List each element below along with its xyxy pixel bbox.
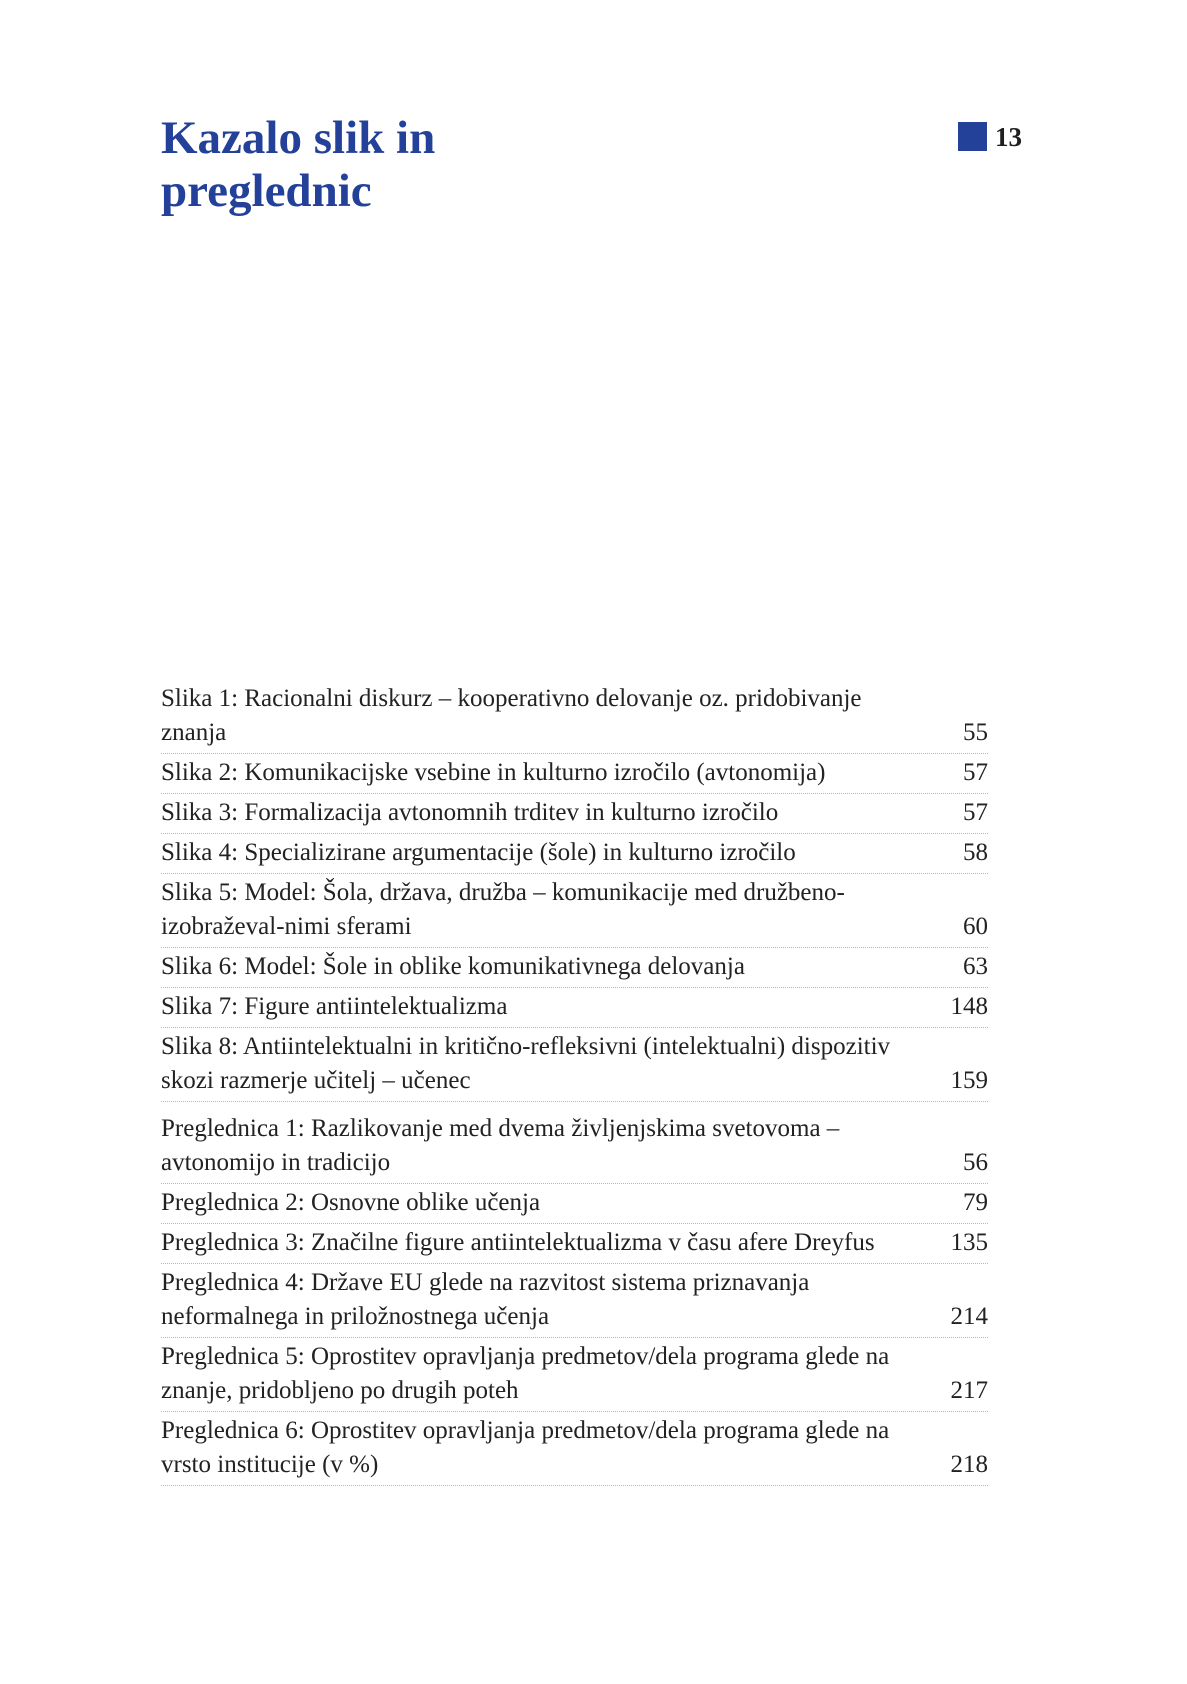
tables-list: [161, 1110, 988, 1486]
entry-title: Slika 8: Antiintelektualni in kritično-refleksivni (intelektualni) dispozitiv skozi razmerje učitelj – učenec: [161, 1033, 891, 1094]
entry-title: Slika 4: Specializirane argumentacije (šole) in kulturno izročilo: [161, 839, 796, 866]
entry-title: Preglednica 5: Oprostitev opravljanja predmetov/dela programa glede na znanje, pridobljeno po drugih poteh: [161, 1343, 890, 1404]
list-item: [161, 1184, 988, 1224]
list-item: [161, 1028, 988, 1102]
entry-page-number: 60: [963, 913, 988, 940]
entry-page-number: 135: [950, 1229, 988, 1256]
list-item: [161, 1224, 988, 1264]
entry-page-number: 57: [963, 799, 988, 826]
list-item: [161, 988, 988, 1028]
page-marker: [958, 122, 1022, 152]
entry-page-number: 217: [950, 1377, 988, 1404]
entry-title: Slika 3: Formalizacija avtonomnih trditev in kulturno izročilo: [161, 799, 779, 826]
entry-page-number: 58: [963, 839, 988, 866]
list-item: [161, 754, 988, 794]
list-item: [161, 680, 988, 754]
entry-page-number: 57: [963, 759, 988, 786]
entry-title: Preglednica 4: Države EU glede na razvitost sistema priznavanja neformalnega in priložnostnega učenja: [161, 1269, 810, 1330]
page-title: [161, 112, 435, 218]
list-item: [161, 1338, 988, 1412]
entry-title: Slika 1: Racionalni diskurz – kooperativno delovanje oz. pridobivanje znanja: [161, 685, 862, 746]
entry-title: Preglednica 2: Osnovne oblike učenja: [161, 1189, 541, 1216]
entry-title: Slika 5: Model: Šola, država, družba – komunikacije med družbeno-izobraževal-nimi sferami: [161, 879, 845, 940]
list-item: [161, 1110, 988, 1184]
entry-page-number: 148: [950, 993, 988, 1020]
figures-list: [161, 680, 988, 1102]
entry-title: Preglednica 3: Značilne figure antiintelektualizma v času afere Dreyfus: [161, 1229, 875, 1256]
page-number: 13: [995, 122, 1022, 152]
list-item: [161, 1264, 988, 1338]
list-item: [161, 794, 988, 834]
list-item: [161, 1412, 988, 1486]
entry-page-number: 55: [963, 719, 988, 746]
entry-page-number: 56: [963, 1149, 988, 1176]
list-item: [161, 834, 988, 874]
entry-page-number: 159: [950, 1067, 988, 1094]
entry-page-number: 63: [963, 953, 988, 980]
entry-title: Preglednica 6: Oprostitev opravljanja predmetov/dela programa glede na vrsto institucije (v %): [161, 1417, 890, 1478]
entry-title: Slika 7: Figure antiintelektualizma: [161, 993, 508, 1020]
list-item: [161, 948, 988, 988]
list-item: [161, 874, 988, 948]
entry-page-number: 218: [950, 1451, 988, 1478]
page-title-line-1: Kazalo slik in: [161, 112, 436, 164]
page-marker-square: [958, 122, 987, 151]
entry-page-number: 79: [963, 1189, 988, 1216]
entry-page-number: 214: [950, 1303, 988, 1330]
entry-title: Slika 2: Komunikacijske vsebine in kulturno izročilo (avtonomija): [161, 759, 826, 786]
entry-title: Slika 6: Model: Šole in oblike komunikativnega delovanja: [161, 953, 745, 980]
entry-title: Preglednica 1: Razlikovanje med dvema življenjskima svetovoma – avtonomijo in tradicijo: [161, 1115, 840, 1176]
page-title-line-2: preglednic: [161, 165, 372, 217]
